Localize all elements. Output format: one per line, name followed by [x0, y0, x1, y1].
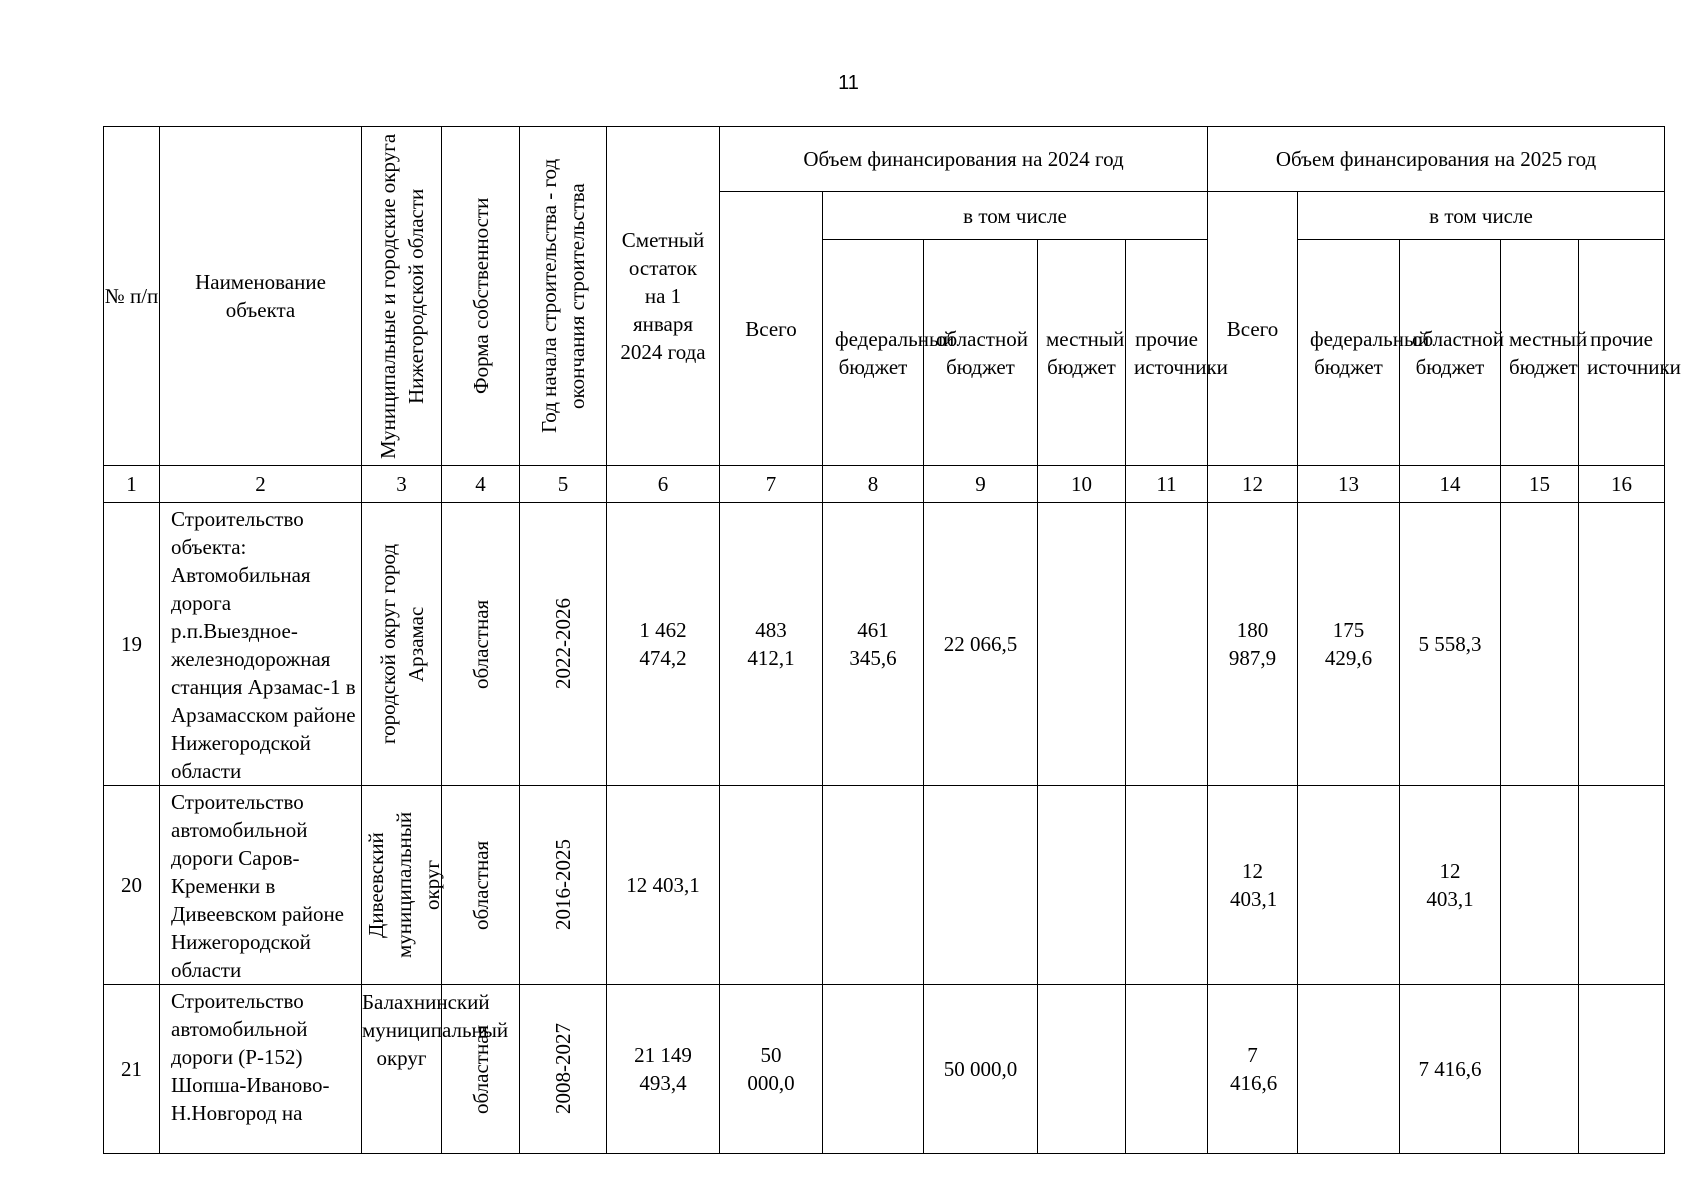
municipality: Дивеевский муниципальный округ: [362, 786, 442, 985]
column-number: 3: [362, 466, 442, 503]
header-years: Год начала строительства - год окончания строительства: [520, 127, 607, 466]
column-number: 9: [924, 466, 1038, 503]
row-num: 19: [104, 503, 160, 786]
header-fin-2024: Объем финансирования на 2024 год: [720, 127, 1208, 192]
2024-total: 50 000,0: [720, 985, 823, 1154]
2025-regional: 12 403,1: [1400, 786, 1501, 985]
column-number: 13: [1298, 466, 1400, 503]
2024-local: [1038, 985, 1126, 1154]
municipality: Балахнинский муниципальный округ: [362, 985, 442, 1154]
column-number: 1: [104, 466, 160, 503]
column-number: 8: [823, 466, 924, 503]
2024-federal: [823, 786, 924, 985]
2024-other: [1126, 985, 1208, 1154]
column-number: 4: [442, 466, 520, 503]
2025-other: [1579, 786, 1665, 985]
page-number: 11: [838, 72, 859, 94]
header-2025-federal: федеральный бюджет: [1298, 240, 1400, 466]
header-2024-other: прочие источники: [1126, 240, 1208, 466]
years: 2016-2025: [520, 786, 607, 985]
header-2024-including: в том числе: [823, 192, 1208, 240]
remainder: 1 462 474,2: [607, 503, 720, 786]
table-row: [104, 985, 1665, 1154]
table-row: [104, 503, 1665, 786]
ownership: областная: [442, 985, 520, 1154]
financing-table: [103, 126, 1681, 1154]
header-2025-including: в том числе: [1298, 192, 1665, 240]
2024-federal: [823, 985, 924, 1154]
table-row: [104, 786, 1665, 985]
column-number-row: [104, 466, 1665, 503]
remainder: 21 149 493,4: [607, 985, 720, 1154]
2024-federal: 461 345,6: [823, 503, 924, 786]
column-number: 11: [1126, 466, 1208, 503]
header-2025-local: местный бюджет: [1501, 240, 1579, 466]
column-number: 2: [160, 466, 362, 503]
2024-regional: 50 000,0: [924, 985, 1038, 1154]
header-2024-local: местный бюджет: [1038, 240, 1126, 466]
header-row-1: [104, 127, 1665, 192]
column-number: 12: [1208, 466, 1298, 503]
row-num: 21: [104, 985, 160, 1154]
2025-total: 12 403,1: [1208, 786, 1298, 985]
column-number: 15: [1501, 466, 1579, 503]
header-object-name: Наименование объекта: [160, 127, 362, 466]
2025-local: [1501, 786, 1579, 985]
2024-local: [1038, 503, 1126, 786]
2025-local: [1501, 985, 1579, 1154]
header-municipality: Муниципальные и городские округа Нижегородской области: [362, 127, 442, 466]
column-number: 5: [520, 466, 607, 503]
header-fin-2025: Объем финансирования на 2025 год: [1208, 127, 1665, 192]
2025-federal: [1298, 985, 1400, 1154]
header-2024-regional: областной бюджет: [924, 240, 1038, 466]
header-num: № п/п: [104, 127, 160, 466]
header-2025-other: прочие источники: [1579, 240, 1665, 466]
object-name: Строительство автомобильной дороги (Р-152) Шопша-Иваново-Н.Новгород на: [160, 985, 362, 1154]
2024-total: 483 412,1: [720, 503, 823, 786]
column-number: 16: [1579, 466, 1665, 503]
2025-total: 7 416,6: [1208, 985, 1298, 1154]
remainder: 12 403,1: [607, 786, 720, 985]
2025-federal: [1298, 786, 1400, 985]
years: 2008-2027: [520, 985, 607, 1154]
header-remainder: Сметный остаток на 1 января 2024 года: [607, 127, 720, 466]
2025-total: 180 987,9: [1208, 503, 1298, 786]
header-2024-total: Всего: [720, 192, 823, 466]
column-number: 6: [607, 466, 720, 503]
2025-regional: 5 558,3: [1400, 503, 1501, 786]
ownership: областная: [442, 786, 520, 985]
object-name: Строительство автомобильной дороги Саров-Кременки в Дивеевском районе Нижегородской области: [160, 786, 362, 985]
header-2025-regional: областной бюджет: [1400, 240, 1501, 466]
2024-regional: [924, 786, 1038, 985]
column-number: 10: [1038, 466, 1126, 503]
row-num: 20: [104, 786, 160, 985]
header-ownership: Форма собственности: [442, 127, 520, 466]
column-number: 14: [1400, 466, 1501, 503]
2024-regional: 22 066,5: [924, 503, 1038, 786]
ownership: областная: [442, 503, 520, 786]
2025-federal: 175 429,6: [1298, 503, 1400, 786]
header-2024-federal: федеральный бюджет: [823, 240, 924, 466]
header-2025-total: Всего: [1208, 192, 1298, 466]
column-number: 7: [720, 466, 823, 503]
2025-other: [1579, 503, 1665, 786]
2024-local: [1038, 786, 1126, 985]
2024-other: [1126, 786, 1208, 985]
2025-other: [1579, 985, 1665, 1154]
years: 2022-2026: [520, 503, 607, 786]
object-name: Строительство объекта: Автомобильная дорога р.п.Выездное-железнодорожная станция Арзамас-1 в Арзамасском районе Нижегородской области: [160, 503, 362, 786]
2024-other: [1126, 503, 1208, 786]
municipality: городской округ город Арзамас: [362, 503, 442, 786]
2025-local: [1501, 503, 1579, 786]
2025-regional: 7 416,6: [1400, 985, 1501, 1154]
2024-total: [720, 786, 823, 985]
